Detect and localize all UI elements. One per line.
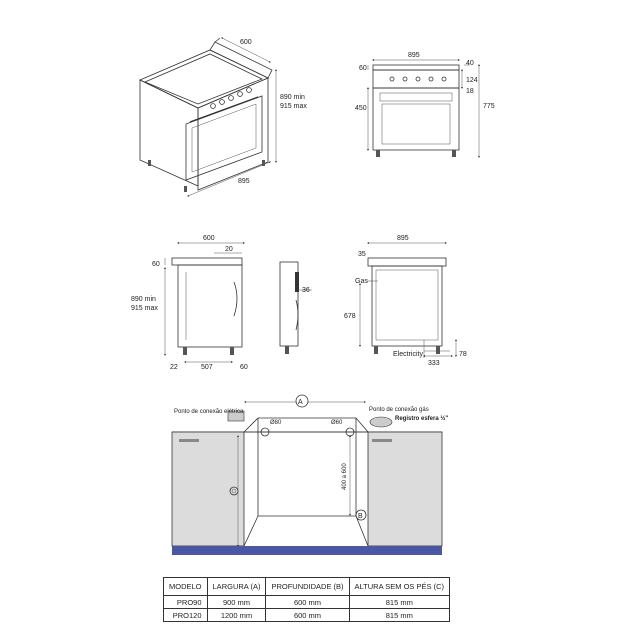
foot xyxy=(374,346,378,354)
dim-915-max: 915 max xyxy=(131,305,158,312)
back-panel xyxy=(372,266,442,346)
dim-124: 124 xyxy=(466,77,478,84)
foot xyxy=(148,160,151,166)
dim-line xyxy=(188,162,270,196)
electricity-label: Electricity xyxy=(393,351,423,358)
dim-450: 450 xyxy=(355,105,367,112)
side-view-center xyxy=(280,262,312,354)
cell: 900 mm xyxy=(207,596,266,609)
side-face xyxy=(140,80,198,186)
dim-60-back: 60 xyxy=(240,364,248,371)
body xyxy=(178,265,242,347)
cabinet-handle xyxy=(372,439,392,442)
dim-22: 22 xyxy=(170,364,178,371)
dim-895: 895 xyxy=(408,52,420,59)
front-elevation xyxy=(355,52,495,157)
dim-890-min: 890 min xyxy=(131,296,156,303)
col-header: MODELO xyxy=(164,578,208,596)
oven-window xyxy=(192,104,256,172)
dim-678: 678 xyxy=(344,313,356,320)
height-range: 400 a 600 xyxy=(342,463,348,490)
electric-point-label: Ponto de conexão elétrica xyxy=(174,409,244,415)
dim-600-top: 600 xyxy=(240,39,252,46)
dim-60-top: 60 xyxy=(152,261,160,268)
table-row xyxy=(164,609,450,622)
cell: 815 mm xyxy=(349,596,449,609)
dim-775: 775 xyxy=(483,103,495,110)
table-row xyxy=(164,596,450,609)
dim-36: 36 xyxy=(302,287,310,294)
backsplash xyxy=(373,65,459,70)
cell: 600 mm xyxy=(266,596,349,609)
dim-600: 600 xyxy=(203,235,215,242)
perspective-view xyxy=(140,38,307,196)
gas-valve xyxy=(370,417,392,427)
oven-window xyxy=(382,104,450,144)
oven-handle xyxy=(380,93,452,101)
installation-diagram xyxy=(172,395,448,555)
dim-507: 507 xyxy=(201,364,213,371)
dim-915-max: 915 max xyxy=(280,103,307,110)
cell: PRO120 xyxy=(164,609,208,622)
front-face xyxy=(198,78,268,190)
foot xyxy=(436,346,440,354)
side-view-left xyxy=(131,235,248,371)
dim-78: 78 xyxy=(459,351,467,358)
dim-895-front: 895 xyxy=(238,178,250,185)
back-view xyxy=(344,235,467,367)
cell: PRO90 xyxy=(164,596,208,609)
col-header: LARGURA (A) xyxy=(207,578,266,596)
oven-front xyxy=(373,88,459,150)
top-edge xyxy=(368,258,446,266)
right-cabinet xyxy=(368,432,442,546)
dim-b: B xyxy=(358,513,363,520)
knob-profile xyxy=(295,272,299,292)
niche-top xyxy=(244,418,368,432)
cell: 815 mm xyxy=(349,609,449,622)
foot xyxy=(452,150,456,157)
foot xyxy=(285,346,289,354)
foot xyxy=(376,150,380,157)
table-header-row xyxy=(164,578,450,596)
back-inner xyxy=(376,270,438,340)
dim-18: 18 xyxy=(466,88,474,95)
oven-door xyxy=(186,96,262,180)
dim-333: 333 xyxy=(428,360,440,367)
foot xyxy=(230,347,234,355)
col-header: PROFUNDIDADE (B) xyxy=(266,578,349,596)
dim-35: 35 xyxy=(358,251,366,258)
dim-60: 60 xyxy=(359,65,367,72)
dim-a: A xyxy=(298,399,303,406)
cabinet-handle xyxy=(179,439,199,442)
registro-label: Registro esfera ½" xyxy=(395,416,449,422)
diameter-80: Ø80 xyxy=(270,420,282,426)
dim-20: 20 xyxy=(225,246,233,253)
foot xyxy=(183,347,187,355)
cell: 600 mm xyxy=(266,609,349,622)
dim-40: 40 xyxy=(466,60,474,67)
dim-890-min: 890 min xyxy=(280,94,305,101)
oven-handle xyxy=(234,282,237,316)
diameter-60: Ø60 xyxy=(331,420,343,426)
niche-line xyxy=(356,516,368,546)
gas-point-label: Ponto de conexão gás xyxy=(369,407,429,413)
models-table xyxy=(163,577,450,622)
control-knobs xyxy=(390,77,446,81)
cell: 1200 mm xyxy=(207,609,266,622)
foot xyxy=(184,186,187,192)
dim-895: 895 xyxy=(397,235,409,242)
col-header: ALTURA SEM OS PÉS (C) xyxy=(349,578,449,596)
cooktop-inner xyxy=(145,54,262,104)
niche-line xyxy=(244,516,258,546)
gas-label: Gas xyxy=(355,278,368,285)
cooktop-edge xyxy=(172,258,242,265)
floor xyxy=(172,546,442,555)
backsplash-top xyxy=(215,38,220,42)
